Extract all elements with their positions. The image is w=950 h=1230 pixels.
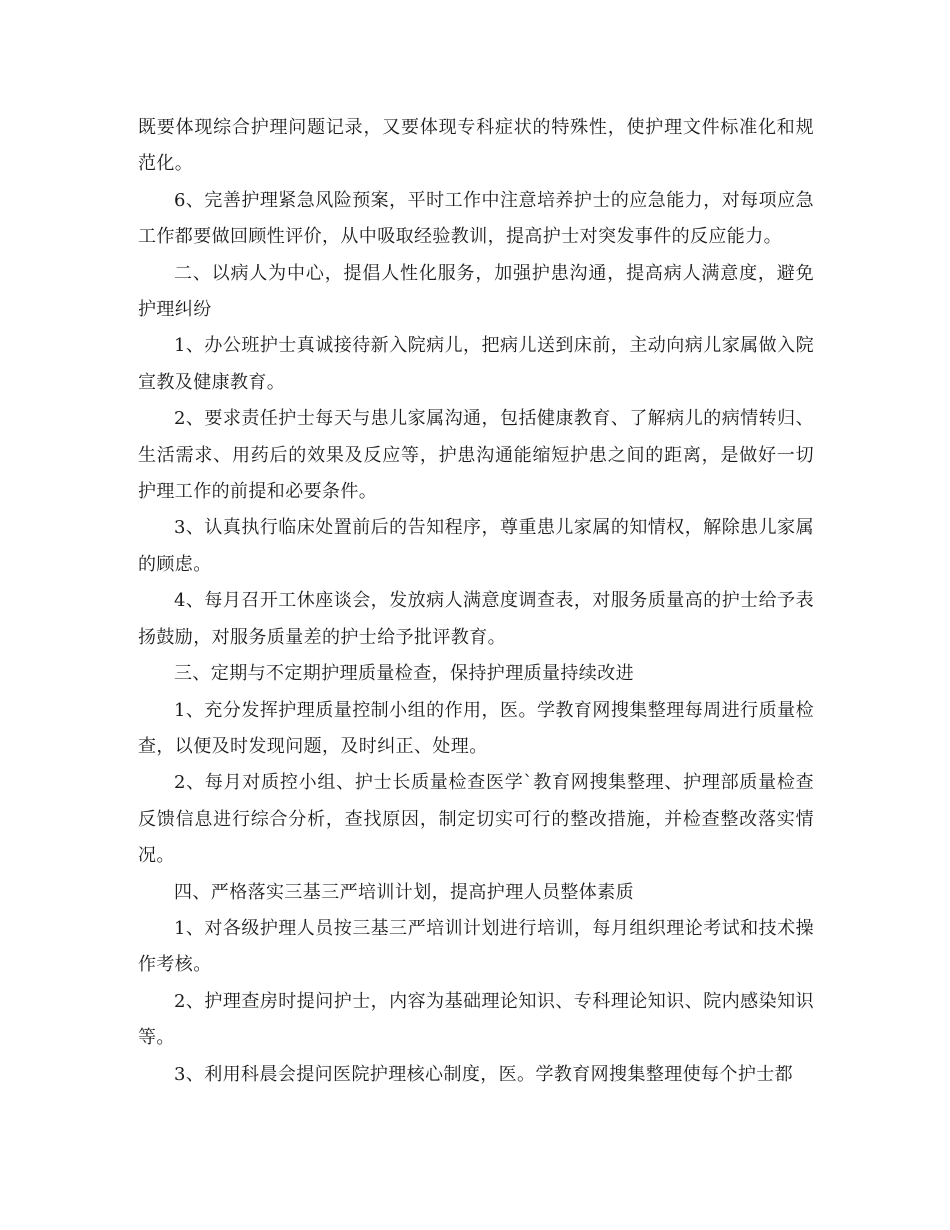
section-heading: 二、以病人为中心，提倡人性化服务，加强护患沟通，提高病人满意度，避免护理纠纷 — [138, 262, 814, 321]
document-body — [138, 110, 814, 1093]
paragraph: 2、每月对质控小组、护士长质量检查医学`教育网搜集整理、护理部质量检查反馈信息进行综合分析，查找原因，制定切实可行的整改措施，并检查整改落实情况。 — [138, 772, 814, 867]
paragraph: 1、办公班护士真诚接待新入院病儿，把病儿送到床前，主动向病儿家属做入院宣教及健康教育。 — [138, 335, 814, 393]
paragraph: 2、要求责任护士每天与患儿家属沟通，包括健康教育、了解病儿的病情转归、生活需求、用药后的效果及反应等，护患沟通能缩短护患之间的距离，是做好一切护理工作的前提和必要条件。 — [138, 408, 814, 503]
paragraph: 1、充分发挥护理质量控制小组的作用，医。学教育网搜集整理每周进行质量检查，以便及时发现问题，及时纠正、处理。 — [138, 699, 814, 757]
paragraph: 6、完善护理紧急风险预案，平时工作中注意培养护士的应急能力，对每项应急工作都要做回顾性评价，从中吸取经验教训，提高护士对突发事件的反应能力。 — [138, 189, 814, 248]
paragraph: 3、利用科晨会提问医院护理核心制度，医。学教育网搜集整理使每个护士都 — [174, 1063, 794, 1085]
paragraph: 4、每月召开工休座谈会，发放病人满意度调查表，对服务质量高的护士给予表扬鼓励，对服务质量差的护士给予批评教育。 — [138, 590, 814, 648]
section-heading: 四、严格落实三基三严培训计划，提高护理人员整体素质 — [174, 881, 634, 903]
paragraph: 2、护理查房时提问护士，内容为基础理论知识、专科理论知识、院内感染知识等。 — [138, 990, 814, 1049]
paragraph: 既要体现综合护理问题记录，又要体现专科症状的特殊性，使护理文件标准化和规范化。 — [138, 117, 814, 175]
section-heading: 三、定期与不定期护理质量检查，保持护理质量持续改进 — [174, 663, 634, 685]
paragraph: 3、认真执行临床处置前后的告知程序，尊重患儿家属的知情权，解除患儿家属的顾虑。 — [138, 517, 814, 575]
paragraph: 1、对各级护理人员按三基三严培训计划进行培训，每月组织理论考试和技术操作考核。 — [138, 917, 814, 976]
